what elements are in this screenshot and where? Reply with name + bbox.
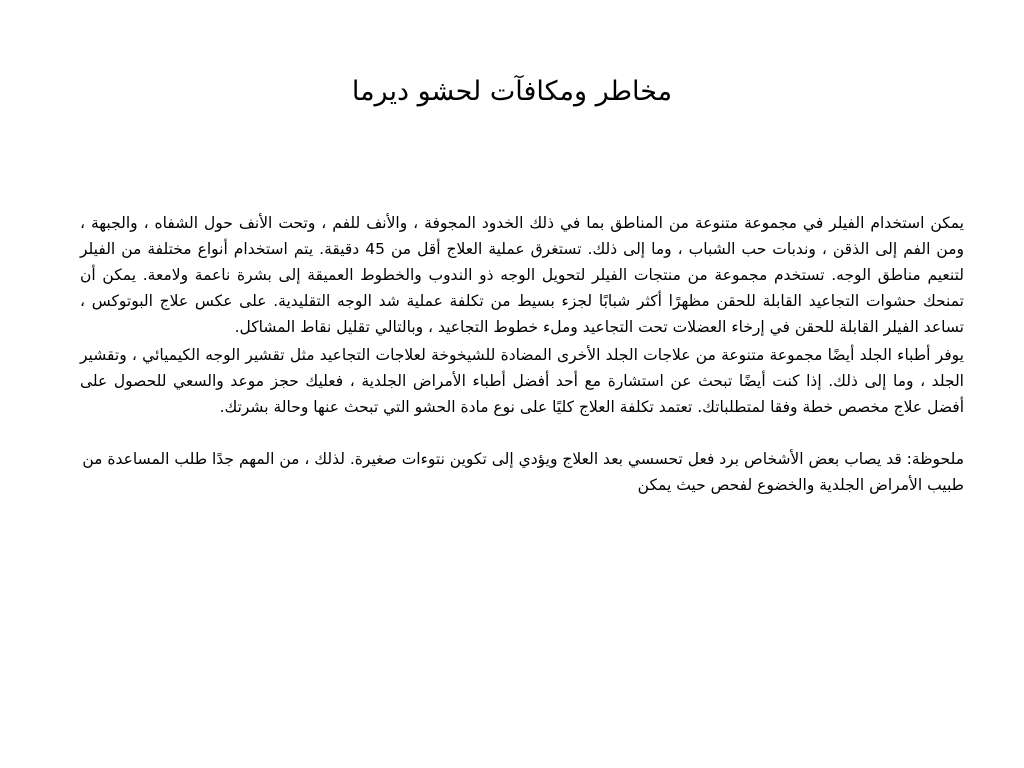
body-paragraph-2: يوفر أطباء الجلد أيضًا مجموعة متنوعة من علاجات الجلد الأخرى المضادة للشيخوخة لعلاجات التجاعيد مثل تقشير الوجه الكيميائي ، وتقشير الجلد ، وما إلى ذلك. إذا كنت أيضًا تبحث عن استشارة مع أحد أفضل أطباء الأمراض الجلدية ، فعليك حجز موعد والسعي للحصول على أفضل علاج مخصص خطة وفقا لمتطلباتك. تعتمد تكلفة العلاج كليًا على نوع مادة الحشو التي تبحث عنها وحالة بشرتك. [80, 346, 964, 416]
body-paragraph-1: يمكن استخدام الفيلر في مجموعة متنوعة من المناطق بما في ذلك الخدود المجوفة ، والأنف للفم ، وتحت الأنف حول الشفاه ، والجبهة ، ومن الفم إلى الذقن ، وندبات حب الشباب ، وما إلى ذلك. تستغرق عملية العلاج أقل من 45 دقيقة. يتم استخدام أنواع مختلفة من الفيلر لتنعيم مناطق الوجه. تستخدم مجموعة من منتجات الفيلر لتحويل الوجه ذو الندوب والخطوط العميقة إلى بشرة ناعمة ولامعة. يمكن أن تمنحك حشوات التجاعيد القابلة للحقن مظهرًا أكثر شبابًا لجزء بسيط من تكلفة عملية شد الوجه التقليدية. على عكس علاج البوتوكس ، تساعد الفيلر القابلة للحقن في إرخاء العضلات تحت التجاعيد وملء خطوط التجاعيد ، وبالتالي تقليل نقاط المشاكل. [80, 214, 964, 336]
slide-body [80, 210, 964, 498]
note-paragraph: ملحوظة: قد يصاب بعض الأشخاص برد فعل تحسسي بعد العلاج ويؤدي إلى تكوين نتوءات صغيرة. لذلك ، من المهم جدًا طلب المساعدة من طبيب الأمراض الجلدية والخضوع لفحص حيث يمكن [82, 450, 964, 494]
slide-title: مخاطر ومكافآت لحشو ديرما [351, 76, 673, 107]
